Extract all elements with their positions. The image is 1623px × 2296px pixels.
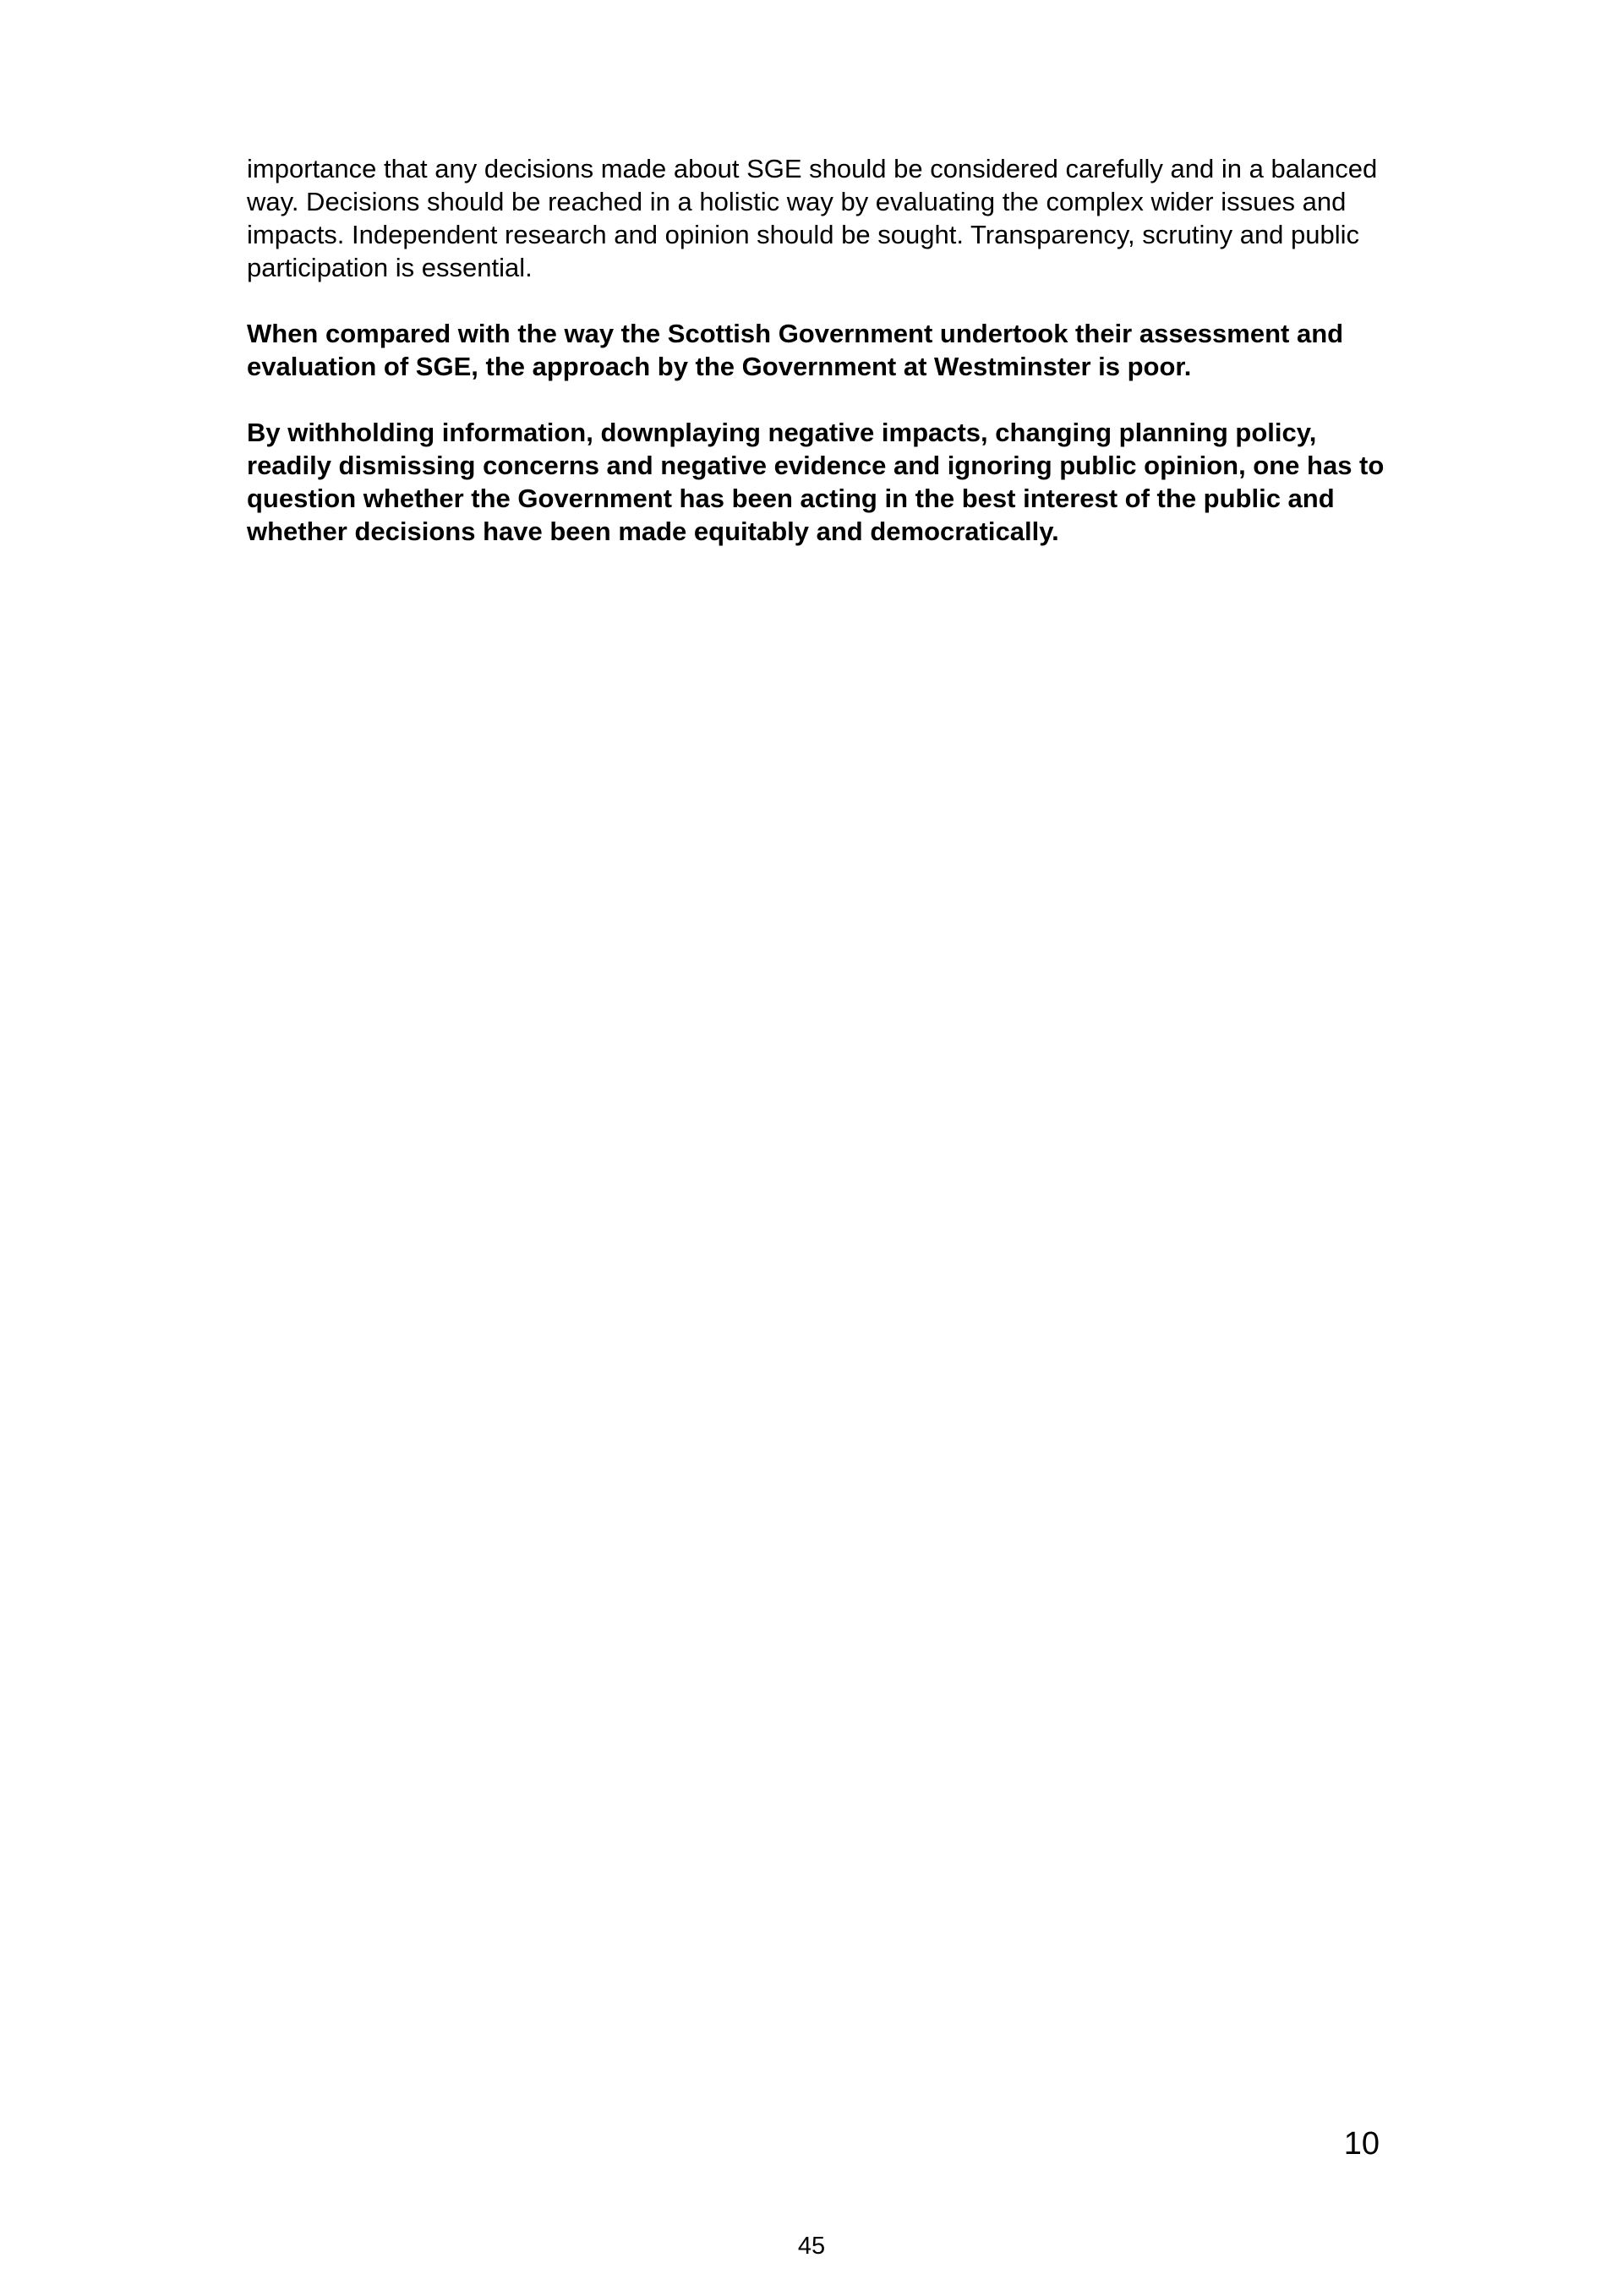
paragraph-2-bold: When compared with the way the Scottish Government undertook their assessment and evaluation of SGE, the approach by the Government at Westminster is poor. — [247, 319, 1344, 381]
body-text — [247, 152, 1388, 548]
document-page-number: 10 — [1343, 2126, 1380, 2162]
paragraph-3-bold: By withholding information, downplaying negative impacts, changing planning policy, readily dismissing concerns and negative evidence and ignoring public opinion, one has to question whether the Government has been acting in the best interest of the public and whether decisions have been made equitably and democratically. — [247, 418, 1385, 546]
paragraph-1: importance that any decisions made about SGE should be considered carefully and in a balanced way. Decisions should be reached in a holistic way by evaluating the complex wider issues and impacts. Independent research and opinion should be sought. Transparency, scrutiny and public participation is essential. — [247, 154, 1378, 282]
footer-page-number: 45 — [797, 2233, 826, 2260]
